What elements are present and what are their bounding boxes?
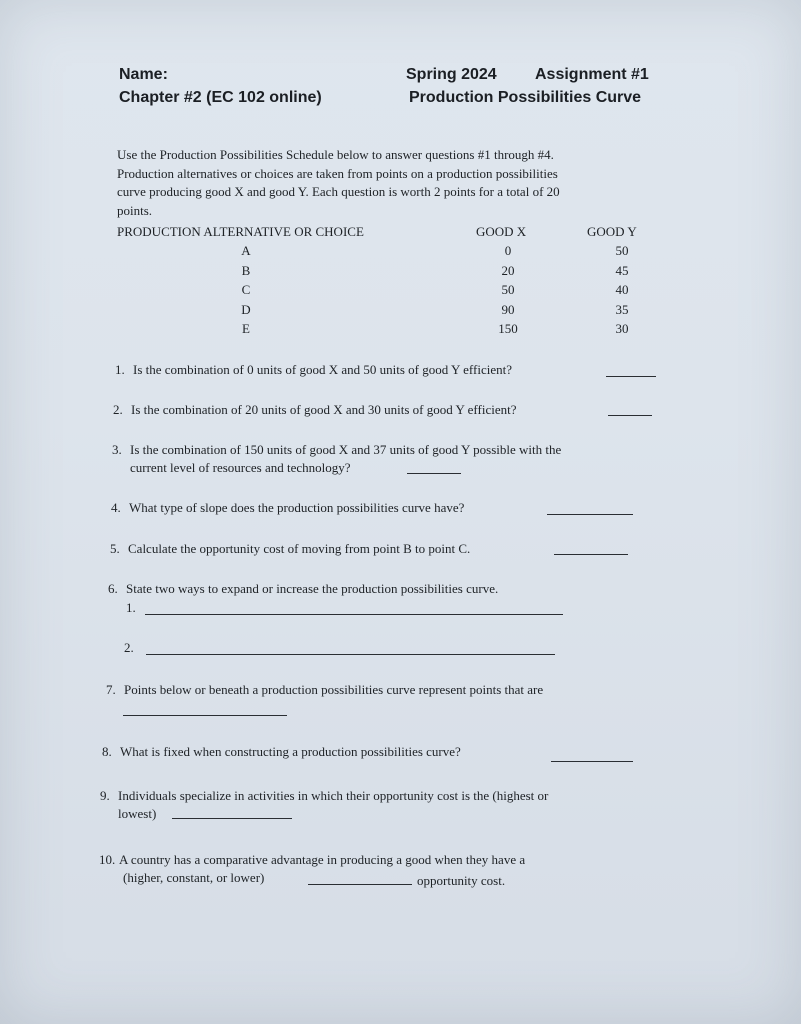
assignment-label: Assignment #1 — [535, 66, 649, 83]
table-cell-good-y: 45 — [615, 263, 629, 278]
table-cell-good-x: 150 — [498, 321, 518, 336]
topic-title: Production Possibilities Curve — [409, 89, 642, 106]
question-text: opportunity cost. — [417, 873, 506, 888]
table-cell-choice: D — [241, 302, 251, 317]
question-number: 6. — [108, 581, 118, 596]
answer-line-8[interactable] — [551, 761, 633, 762]
table-cell-good-x: 20 — [501, 263, 515, 278]
table-cell-choice: A — [241, 243, 251, 258]
question-number: 3. — [112, 442, 122, 457]
question-3 — [112, 440, 672, 480]
question-9 — [100, 786, 670, 826]
chapter-label: Chapter #2 (EC 102 online) — [119, 89, 322, 106]
answer-line-7[interactable] — [123, 715, 287, 716]
instructions-line: curve producing good X and good Y. Each question is worth 2 points for a total of 20 — [117, 184, 560, 199]
question-text: A country has a comparative advantage in producing a good when they have a — [119, 852, 526, 867]
table-cell-choice: C — [241, 282, 251, 297]
instructions-line: Use the Production Possibilities Schedule below to answer questions #1 through #4. — [117, 147, 554, 162]
question-number: 5. — [110, 541, 120, 556]
question-number: 2. — [113, 402, 123, 417]
question-6 — [108, 579, 668, 601]
instructions-line: Production alternatives or choices are taken from points on a production possibilities — [117, 165, 558, 181]
table-cell-good-x: 50 — [501, 282, 515, 297]
column-header-good-x: GOOD X — [476, 224, 527, 239]
question-number: 8. — [102, 744, 112, 759]
instructions — [117, 146, 657, 220]
question-text: What type of slope does the production possibilities curve have? — [129, 500, 465, 515]
table-cell-good-y: 50 — [615, 243, 629, 258]
table-cell-choice: E — [242, 321, 250, 336]
answer-line-9[interactable] — [172, 818, 292, 819]
question-text: Is the combination of 20 units of good X and 30 units of good Y efficient? — [131, 402, 517, 417]
column-header-good-y: GOOD Y — [587, 224, 637, 239]
question-number: 7. — [106, 682, 116, 697]
answer-line-2[interactable] — [608, 415, 652, 416]
answer-line-3[interactable] — [407, 473, 461, 474]
sub-item-number: 2. — [124, 640, 134, 655]
question-number: 9. — [100, 788, 110, 803]
term-label: Spring 2024 — [406, 66, 497, 83]
question-text: What is fixed when constructing a production possibilities curve? — [120, 744, 461, 759]
answer-line-6-1[interactable] — [145, 614, 563, 615]
question-text: Is the combination of 150 units of good X and 37 units of good Y possible with the — [130, 442, 562, 457]
question-text: current level of resources and technology? — [130, 460, 351, 475]
question-number: 4. — [111, 500, 121, 515]
question-number: 10. — [99, 852, 116, 867]
table-cell-good-x: 0 — [504, 243, 512, 258]
question-text: Is the combination of 0 units of good X and 50 units of good Y efficient? — [133, 362, 512, 377]
table-cell-good-x: 90 — [501, 302, 515, 317]
instructions-line: points. — [117, 202, 153, 218]
answer-line-10[interactable] — [308, 884, 412, 885]
table-cell-good-y: 40 — [615, 282, 629, 297]
answer-line-4[interactable] — [547, 514, 633, 515]
question-number: 1. — [115, 362, 125, 377]
question-text: (higher, constant, or lower) — [123, 870, 265, 885]
name-label: Name: — [119, 66, 168, 83]
table-cell-good-y: 35 — [615, 302, 629, 317]
question-text: Points below or beneath a production possibilities curve represent points that are — [124, 682, 544, 697]
question-text: lowest) — [118, 806, 157, 821]
table-cell-good-y: 30 — [615, 321, 629, 336]
answer-line-5[interactable] — [554, 554, 628, 555]
table-cell-choice: B — [241, 263, 251, 278]
sub-item-number: 1. — [126, 600, 136, 615]
column-header-choice: PRODUCTION ALTERNATIVE OR CHOICE — [117, 224, 364, 239]
answer-line-6-2[interactable] — [146, 654, 555, 655]
question-text: Individuals specialize in activities in which their opportunity cost is the (highest or — [118, 788, 549, 803]
question-text: State two ways to expand or increase the production possibilities curve. — [126, 581, 499, 596]
answer-line-1[interactable] — [606, 376, 656, 377]
question-text: Calculate the opportunity cost of moving from point B to point C. — [128, 541, 471, 556]
